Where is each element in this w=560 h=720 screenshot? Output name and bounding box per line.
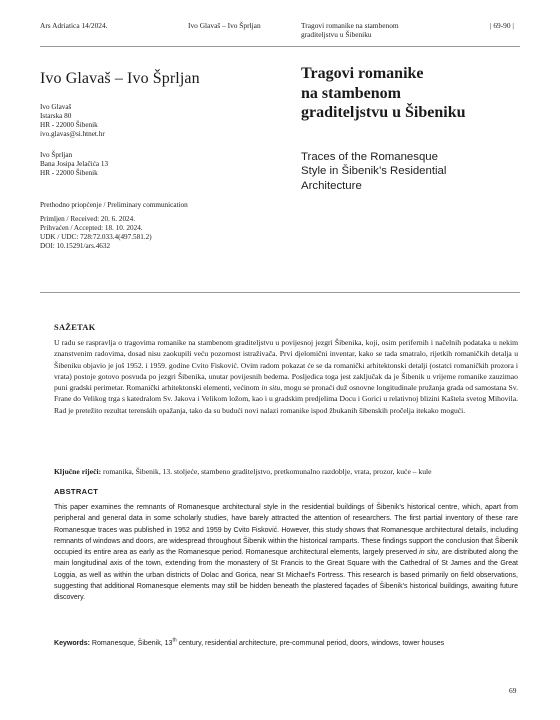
article-title-english bbox=[301, 150, 521, 193]
keywords-en-label: Keywords: bbox=[54, 640, 90, 647]
abstract-en-text bbox=[54, 502, 518, 604]
author1-address bbox=[40, 103, 260, 139]
running-header-authors: Ivo Glavaš – Ivo Šprljan bbox=[188, 21, 261, 30]
header-rule bbox=[40, 46, 520, 47]
doi[interactable]: DOI: 10.15291/ars.4632 bbox=[40, 242, 111, 250]
title-hr-line2: na stambenom bbox=[301, 84, 402, 102]
abstract-hr-text-part2: , mogu se pronaći duž osnovne longitudinale pružanja grada od samostana Sv. Frane do Velikog trga s katedralom Sv. Jakova i Velikom ložom, kao i u gradskim predjelima Docu i Gorici u relativnoj blizini Kaštela svetog Mihovila. Rad je pretežito rezultat terenskih opažanja, tako da su budući novi nalazi romanike ispod žbukanih šibenskih pročelja itekako mogući. bbox=[54, 383, 518, 415]
author2-address bbox=[40, 151, 260, 178]
running-header-title-line2: graditeljstvu u Šibeniku bbox=[301, 30, 372, 39]
section-rule bbox=[40, 292, 520, 293]
title-en-line2: Style in Šibenik’s Residential bbox=[301, 165, 447, 178]
title-en-line1: Traces of the Romanesque bbox=[301, 151, 438, 163]
author2-street: Bana Josipa Jelačića 13 bbox=[40, 160, 109, 168]
keywords-hr-label: Ključne riječi: bbox=[54, 467, 102, 476]
abstract-en-italic: in situ bbox=[419, 549, 438, 557]
abstract-hr-heading: SAŽETAK bbox=[54, 323, 96, 332]
author2-name: Ivo Šprljan bbox=[40, 151, 73, 159]
title-en-line3: Architecture bbox=[301, 179, 362, 192]
author1-street: Istarska 80 bbox=[40, 112, 72, 120]
article-title-croatian bbox=[301, 64, 531, 123]
received-date: Primljen / Received: 20. 6. 2024. bbox=[40, 215, 136, 223]
accepted-date: Prihvaćen / Accepted: 18. 10. 2024. bbox=[40, 224, 143, 232]
abstract-hr-italic: in situ bbox=[261, 383, 281, 393]
authors-heading: Ivo Glavaš – Ivo Šprljan bbox=[40, 70, 200, 87]
author2-city: HR - 22000 Šibenik bbox=[40, 169, 98, 177]
article-dates bbox=[40, 215, 300, 251]
keywords-hr bbox=[54, 466, 518, 477]
author1-email[interactable]: ivo.glavas@si.htnet.hr bbox=[40, 130, 105, 138]
title-hr-line3: graditeljstvu u Šibeniku bbox=[301, 104, 466, 121]
author1-city: HR - 22000 Šibenik bbox=[40, 121, 98, 129]
udk-code: UDK / UDC: 728:72.033.4(497.581.2) bbox=[40, 233, 152, 241]
abstract-en-heading: ABSTRACT bbox=[54, 487, 99, 496]
keywords-en-sup: th bbox=[172, 637, 177, 644]
abstract-hr-text bbox=[54, 337, 518, 416]
author1-name: Ivo Glavaš bbox=[40, 103, 72, 111]
page-number: 69 bbox=[509, 686, 517, 695]
abstract-en-text-part1: This paper examines the remnants of Romanesque architectural style in the residential buildings of Šibenik’s historical centre, which, apart from peripheral and general data in some scholarly studies, have barely attracted the attention of researchers. The first partial inventory of these rare Romanesque traces was published in 1952 and 1959 by Cvito Fisković. However, this study shows that Romanesque architectural details, including remnants of windows and doors, are widespread throughout Šibenik within the historical ramparts. These findings support the conclusion that Šibenik occupied its entire area as early as the Romanesque period. Romanesque architectural elements, largely preserved bbox=[54, 504, 518, 557]
abstract-hr-text-part1: U radu se raspravlja o tragovima romanike na stambenom graditeljstvu u povijesnoj jezgri Šibenika, koji, osim perifernih i načelnih podataka u nekim znanstvenim radovima, dosad nisu zaokupili veću pozornost istraživača. Prvi djelomični inventar, kako se tada smatralo, rijetkih romaničkih detalja u Šibeniku objavio je još 1952. i 1959. godine Cvito Fisković. Ovim radom pokazat će se da romanički arhitektonski detalji (ostatci romaničkih prozora i vrata) postoje gotovo posvuda po jezgri Šibenika, unutar povijesnih bedema. Posljedica toga jest zaključak da je Šibenik u vrijeme romanike zauzimao puni gradski perimetar. Romanički arhitektonski elementi, većinom bbox=[54, 338, 518, 393]
keywords-en-part2: century, residential architecture, pre-communal period, doors, windows, tower houses bbox=[176, 640, 445, 647]
running-header-journal: Ars Adriatica 14/2024. bbox=[40, 21, 108, 30]
title-hr-line1: Tragovi romanike bbox=[301, 65, 424, 82]
running-header-title-line1: Tragovi romanike na stambenom bbox=[301, 21, 399, 30]
keywords-hr-list: romanika, Šibenik, 13. stoljeće, stambeno graditeljstvo, pretkomunalno razdoblje, vrata, prozor, kuće – kule bbox=[103, 467, 432, 476]
abstract-en-text-part2: , are distributed along the main longitudinal axis of the town, extending from the monastery of St Francis to the Great Square with the Cathedral of St James and the Great Loggia, as well as within the urban districts of Dolac and Gorica, near St Michael’s Fortress. This research is based primarily on field observations, suggesting that additional Romanesque elements may still be hidden beneath the plastered façades of Šibenik’s historical buildings, awaiting future discovery. bbox=[54, 549, 518, 602]
running-header-pages: | 69-90 | bbox=[490, 21, 514, 30]
running-header-title bbox=[301, 21, 471, 39]
keywords-en-part1: Romanesque, Šibenik, 13 bbox=[91, 640, 173, 647]
keywords-en bbox=[54, 638, 518, 649]
article-type: Prethodno priopćenje / Preliminary communication bbox=[40, 201, 188, 209]
